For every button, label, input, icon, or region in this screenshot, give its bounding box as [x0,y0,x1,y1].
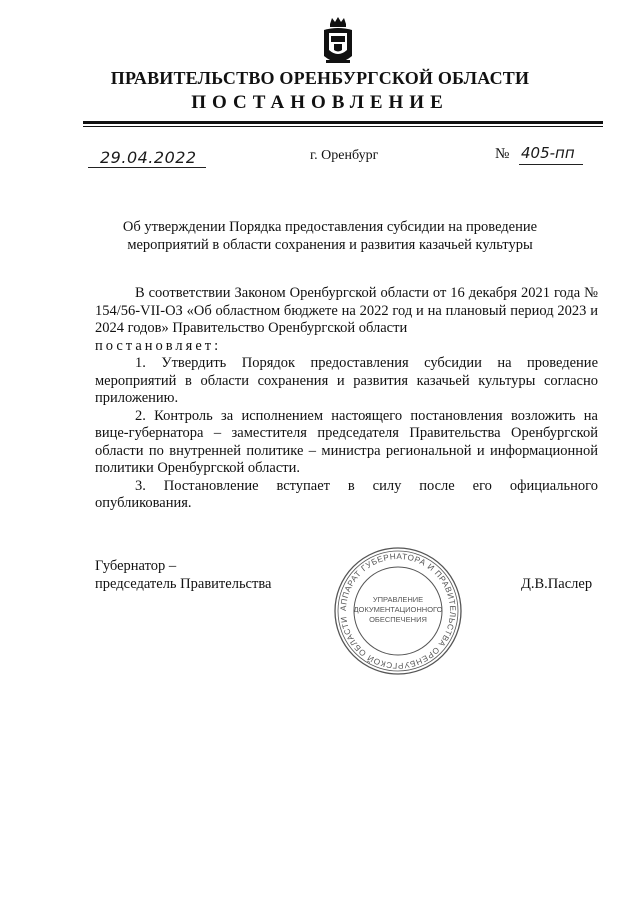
seal-ring-text: АППАРАТ ГУБЕРНАТОРА И ПРАВИТЕЛЬСТВА ОРЕНБУРГСКОЙ ОБЛАСТИ [338,551,458,671]
item-3: 3. Постановление вступает в силу после его официального опубликования. [95,477,598,511]
item-2: 2. Контроль за исполнением настоящего постановления возложить на вице-губернатора – заместителя председателя Правительства Оренбургской области по внутренней политике – министра региональной и информационной политики Оренбургской области. [95,407,598,476]
decree-word: постановляет: [95,337,222,354]
document-subject [100,218,560,254]
city: г. Оренбург [310,148,379,163]
item-1: 1. Утвердить Порядок предоставления субсидии на проведение мероприятий в области сохранения и развития казачьей культуры согласно приложению. [95,355,598,406]
signatory-name: Д.В.Паслер [521,576,593,592]
number-underline [519,164,583,165]
number-sign: № [495,146,510,162]
preamble: В соответствии Законом Оренбургской области от 16 декабря 2021 года № 154/56-VII-ОЗ «Об областном бюджете на 2022 год и на плановый период 2023 и 2024 годов» Правительство Оренбургской области [95,285,598,336]
seal-center-line-2: ДОКУМЕНТАЦИОННОГО [353,605,443,614]
date-field [88,150,206,170]
document-type: ПОСТАНОВЛЕНИЕ [191,92,449,113]
document-number [495,144,595,168]
header-rule [83,121,603,124]
official-seal-icon [332,545,464,677]
header-rule-thin [83,126,603,127]
coat-of-arms-icon [318,16,358,68]
date-value: 29.04.2022 [100,148,197,167]
signatory-title-line-1: Губернатор – [95,558,177,574]
document-body [95,285,598,513]
subject-line-2: мероприятий в области сохранения и развития казачьей культуры [127,237,533,253]
seal-center-line-3: ОБЕСПЕЧЕНИЯ [369,615,427,624]
seal-center-line-1: УПРАВЛЕНИЕ [372,595,424,604]
date-underline [88,167,206,168]
signatory-title-line-2: председатель Правительства [95,576,272,592]
subject-line-1: Об утверждении Порядка предоставления субсидии на проведение [122,219,538,235]
number-value: 405-пп [521,144,575,162]
signatory-title [95,557,271,593]
government-title: ПРАВИТЕЛЬСТВО ОРЕНБУРГСКОЙ ОБЛАСТИ [110,68,530,88]
